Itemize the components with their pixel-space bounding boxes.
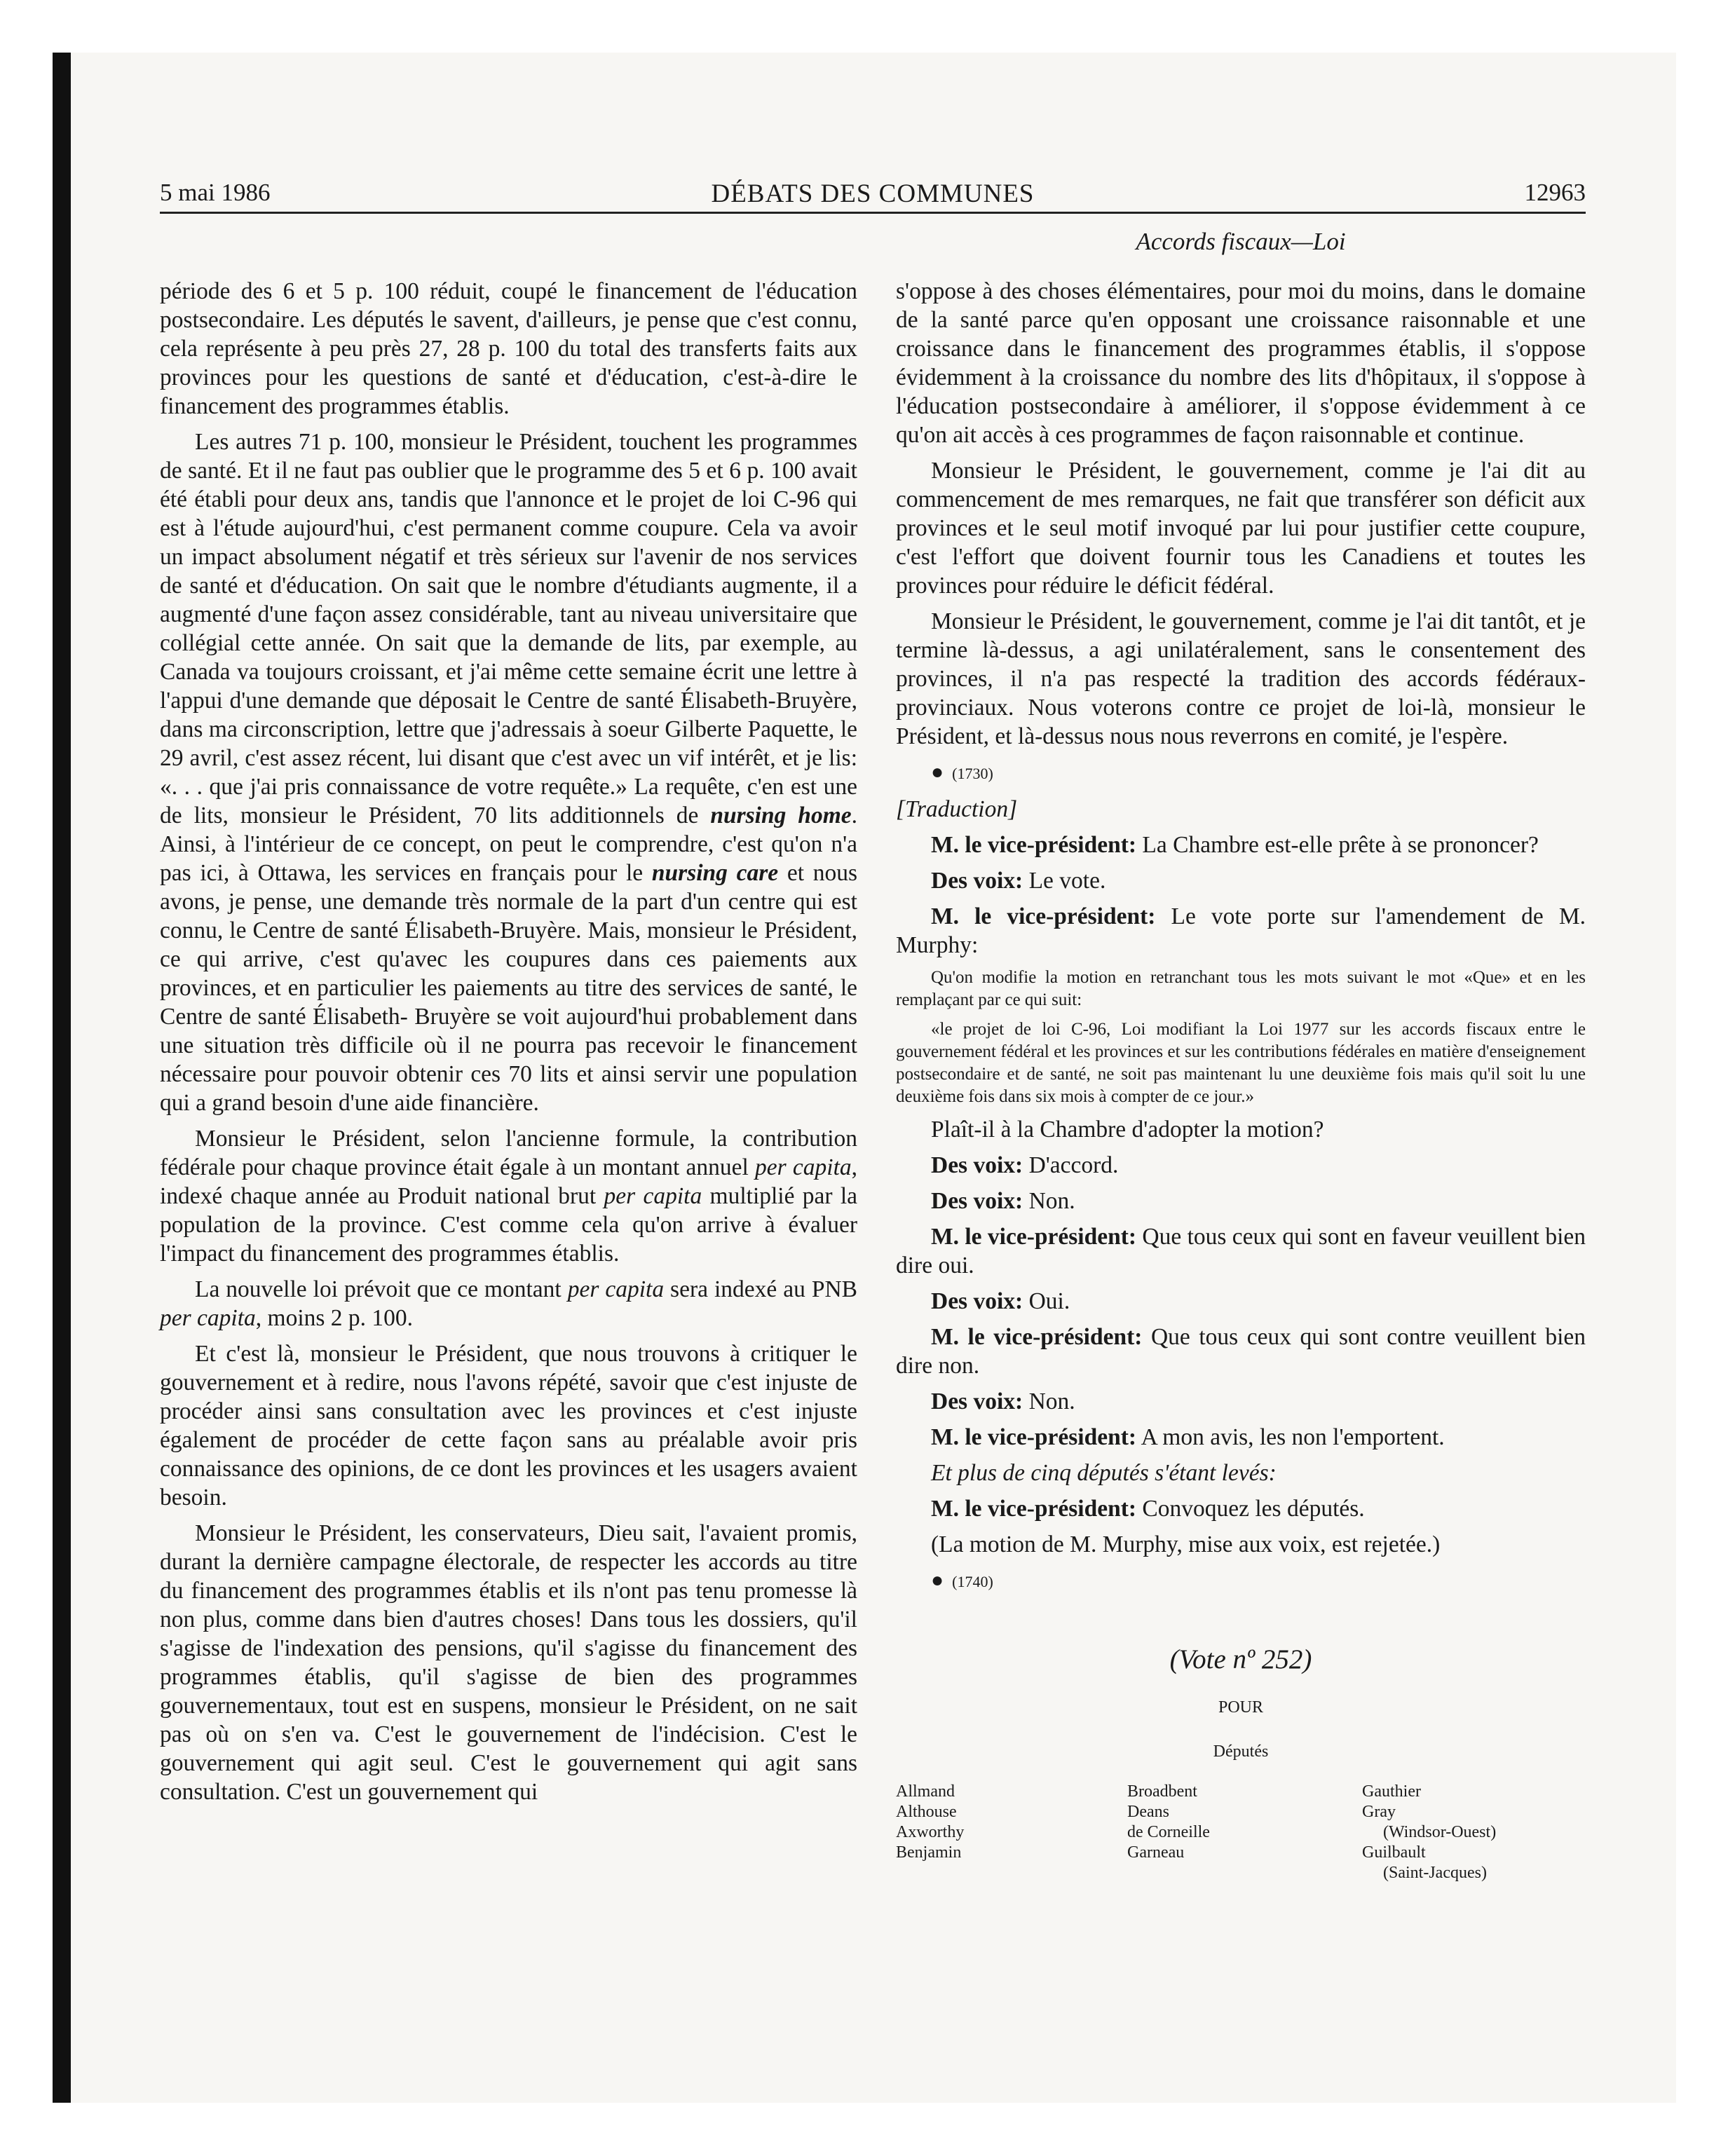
paragraph: Monsieur le Président, le gouvernement, comme je l'ai dit au commencement de mes remarques, ne fait que transférer son déficit aux provinces et le seul motif invoqué par lui pour justifier cette coupure, c'est l'effort que doivent fournir tous les Canadiens et toutes les provinces pour réduire le déficit fédéral. bbox=[896, 458, 1586, 599]
scan-edge bbox=[53, 53, 71, 2103]
paragraph: Les autres 71 p. 100, monsieur le Président, touchent les programmes de santé. Et il ne faut pas oublier que le programme des 5 et 6 p. 100 avait été établi pour deux ans, tandis que l'annonce et le projet de loi C-96 qui est à l'étude aujourd'hui, c'est permanent comme coupure. Cela va avoir un impact absolument négatif et très sérieux sur l'avenir de nos services de santé et d'éducation. On sait que le nombre d'étudiants augmente, il a augmenté d'une façon assez considérable, tant au niveau universitaire que collégial cette année. On sait que la demande de lits, par exemple, au Canada va toujours croissant, et j'ai même cette semaine écrit une lettre à l'appui d'une demande que déposait le Centre de santé Élisabeth-Bruyère, dans ma circonscription, lettre que j'adressais à soeur Gilberte Paquette, le 29 avril, c'est assez récent, lui disant que c'est avec un vif intérêt, et je lis: «. . . que j'ai pris connaissance de votre requête.» La requête, c'en est une de lits, monsieur le Président, 70 lits additionnels de nursing home. Ainsi, à l'intérieur de ce concept, on peut le comprendre, c'est qu'on n'a pas ici, à Ottawa, les services en français pour le nursing care et nous avons, je pense, une demande très normale de la part d'un centre qui est connu, le Centre de santé Élisabeth-Bruyère. Mais, monsieur le Président, ce qui arrive, c'est qu'avec les coupures dans ces paiements aux provinces, et en particulier les paiements au titre des services de santé, le Centre de santé Élisabeth- Bruyère se voit aujourd'hui probablement dans une situation très difficile où il ne pourra pas recevoir le financement nécessaire pour pouvoir obtenir ces 70 lits et ainsi servir une population qui a grand besoin d'une aide financière. bbox=[160, 429, 857, 1116]
speech: M. le vice-président: Convoquez les députés. bbox=[931, 1496, 1365, 1522]
result-note: (La motion de M. Murphy, mise aux voix, est rejetée.) bbox=[931, 1531, 1441, 1557]
bullet-icon: ● bbox=[931, 760, 944, 784]
vote-side-label: POUR bbox=[1218, 1698, 1264, 1717]
vote-names bbox=[896, 1782, 1586, 1887]
vote-title: (Vote nº 252) bbox=[1169, 1644, 1312, 1674]
member-name: Guilbault bbox=[1362, 1843, 1426, 1862]
member-name: Broadbent bbox=[1127, 1782, 1197, 1801]
translation-note: [Traduction] bbox=[896, 796, 1018, 822]
paragraph: Monsieur le Président, selon l'ancienne formule, la contribution fédérale pour chaque province était égale à un montant annuel per capita, indexé chaque année au Produit national brut per capita multiplié par la population de la province. C'est comme cela qu'on arrive à évaluer l'impact du financement des programmes établis. bbox=[160, 1126, 858, 1267]
speech: M. le vice-président: Le vote porte sur l'amendement de M. Murphy: bbox=[896, 903, 1586, 958]
member-name: Gauthier bbox=[1362, 1782, 1421, 1801]
paragraph: Et c'est là, monsieur le Président, que nous trouvons à critiquer le gouvernement et à redire, nous l'avons répété, savoir que c'est injuste de procéder ainsi sans consultation avec les provinces et c'est injuste également de procéder de cette façon sans au préalable avoir pris connaissance des opinions, de ce dont les provinces et les usagers avaient besoin. bbox=[160, 1341, 857, 1510]
header-page-number: 12963 bbox=[1524, 179, 1586, 206]
speech: M. le vice-président: La Chambre est-elle prête à se prononcer? bbox=[931, 832, 1539, 858]
speech: Des voix: Oui. bbox=[931, 1288, 1070, 1314]
speech: M. le vice-président: Que tous ceux qui sont contre veuillent bien dire non. bbox=[896, 1324, 1586, 1379]
header-date: 5 mai 1986 bbox=[160, 179, 271, 206]
paragraph: Monsieur le Président, les conservateurs, Dieu sait, l'avaient promis, durant la dernière campagne électorale, de respecter les accords au titre du financement des programmes établis et ils n'ont pas tenu promesse là non plus, comme dans bien d'autres choses! Dans tous les dossiers, qu'il s'agisse de l'indexation des pensions, qu'il s'agisse du financement des programmes établis, qu'il s'agisse de bien des programmes gouvernementaux, tout est en suspens, monsieur le Président, on ne sait pas où on s'en va. C'est le gouvernement de l'indécision. C'est le gouvernement qui agit seul. C'est le gouvernement qui agit sans consultation. C'est un gouvernement qui bbox=[160, 1520, 857, 1805]
time-marker: ● (1740) bbox=[931, 1569, 993, 1592]
speech: Des voix: Non. bbox=[931, 1188, 1075, 1214]
speech: Des voix: D'accord. bbox=[931, 1152, 1119, 1178]
member-riding: (Saint-Jacques) bbox=[1383, 1864, 1487, 1882]
header-rule bbox=[160, 212, 1586, 214]
right-column bbox=[896, 277, 1586, 1887]
vote-members-label: Députés bbox=[1213, 1742, 1269, 1761]
left-column bbox=[160, 277, 857, 1813]
names-column-3 bbox=[1362, 1782, 1496, 1883]
member-name: Benjamin bbox=[896, 1843, 962, 1862]
section-title: Accords fiscaux—Loi bbox=[1136, 228, 1346, 255]
speech: M. le vice-président: A mon avis, les non l'emportent. bbox=[931, 1424, 1445, 1450]
names-column-2 bbox=[1127, 1782, 1210, 1863]
member-name: Gray bbox=[1362, 1803, 1396, 1821]
speech: M. le vice-président: Que tous ceux qui sont en faveur veuillent bien dire oui. bbox=[896, 1224, 1586, 1278]
header-title: DÉBATS DES COMMUNES bbox=[711, 179, 1035, 208]
bullet-icon: ● bbox=[931, 1569, 944, 1592]
member-name: de Corneille bbox=[1127, 1823, 1210, 1841]
member-name: Althouse bbox=[896, 1803, 957, 1821]
time-marker: ● (1730) bbox=[931, 760, 993, 784]
speech: Plaît-il à la Chambre d'adopter la motion? bbox=[931, 1117, 1324, 1142]
member-name: Axworthy bbox=[896, 1823, 965, 1841]
motion-quote: Qu'on modifie la motion en retranchant tous les mots suivant le mot «Que» et en les remplaçant par ce qui suit: bbox=[896, 968, 1586, 1009]
member-riding: (Windsor-Ouest) bbox=[1383, 1823, 1497, 1841]
motion-quote: «le projet de loi C-96, Loi modifiant la Loi 1977 sur les accords fiscaux entre le gouvernement fédéral et les provinces et sur les contributions fédérales en matière d'enseignement postsecondaire et de santé, ne soit pas maintenant lu une deuxième fois mais qu'il soit lu une deuxième fois dans six mois à compter de ce jour.» bbox=[896, 1020, 1586, 1106]
paragraph: Monsieur le Président, le gouvernement, comme je l'ai dit tantôt, et je termine là-dessus, a agi unilatéralement, sans le consentement des provinces, il n'a pas respecté la tradition des accords fédéraux-provinciaux. Nous voterons contre ce projet de loi-là, monsieur le Président, et là-dessus nous nous reverrons en comité, je l'espère. bbox=[896, 608, 1586, 749]
member-name: Garneau bbox=[1127, 1843, 1185, 1862]
names-column-1 bbox=[896, 1782, 964, 1863]
speech: Des voix: Le vote. bbox=[931, 868, 1106, 894]
member-name: Deans bbox=[1127, 1803, 1169, 1821]
stage-direction: Et plus de cinq députés s'étant levés: bbox=[931, 1460, 1277, 1486]
member-name: Allmand bbox=[896, 1782, 955, 1801]
paragraph: période des 6 et 5 p. 100 réduit, coupé le financement de l'éducation postsecondaire. Les députés le savent, d'ailleurs, je pense que c'est connu, cela représente à peu près 27, 28 p. 100 du total des transferts faits aux provinces pour les questions de santé et d'éducation, c'est-à-dire le financement des programmes établis. bbox=[160, 278, 857, 419]
speech: Des voix: Non. bbox=[931, 1389, 1075, 1414]
paragraph: s'oppose à des choses élémentaires, pour moi du moins, dans le domaine de la santé parce qu'en opposant une croissance raisonnable et une croissance dans le financement des programmes établis, il s'oppose évidemment à la croissance du nombre des lits d'hôpitaux, il s'oppose à l'éducation postsecondaire à améliorer, il s'oppose évidemment à ce qu'on ait accès à ces programmes de façon raisonnable et continue. bbox=[896, 278, 1586, 448]
paragraph: La nouvelle loi prévoit que ce montant per capita sera indexé au PNB per capita, moins 2 p. 100. bbox=[160, 1276, 858, 1331]
